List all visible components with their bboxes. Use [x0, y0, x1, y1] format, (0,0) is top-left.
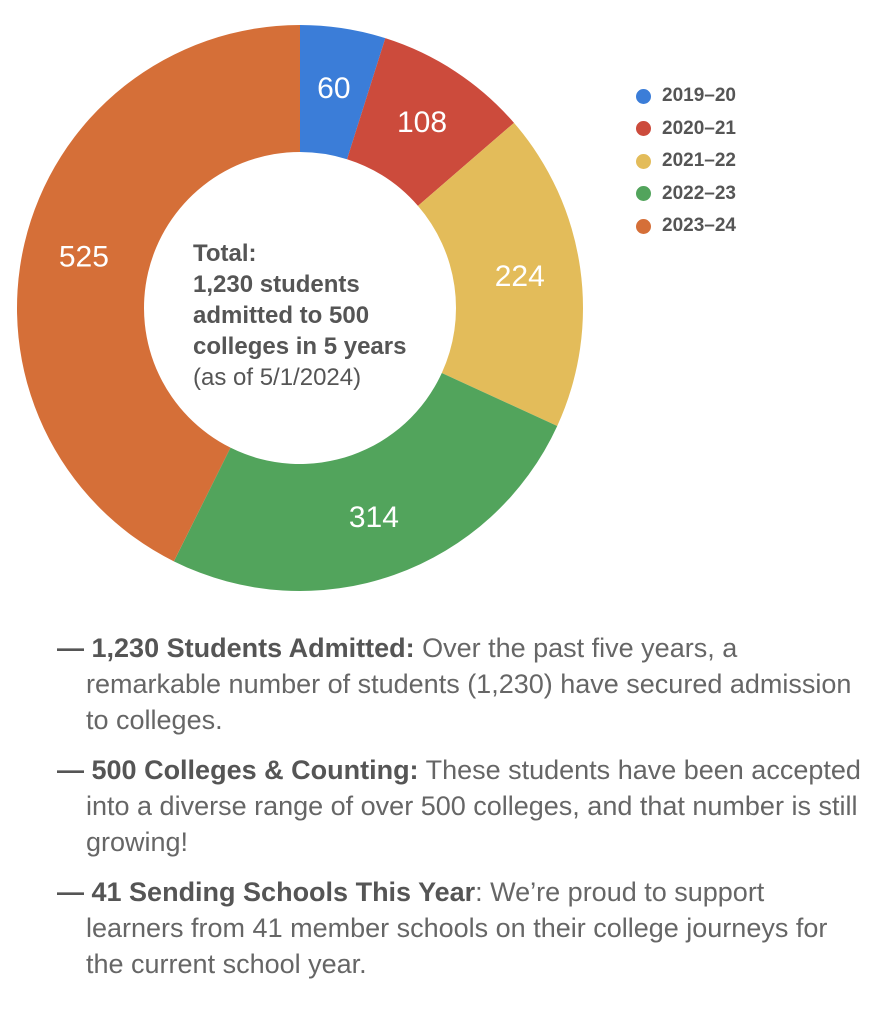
legend-item: [636, 178, 736, 211]
legend-item: [636, 80, 736, 113]
legend-label: 2023–24: [662, 215, 736, 237]
legend-label: 2021–22: [662, 150, 736, 172]
bullet-dash: —: [57, 633, 84, 663]
bullet-text: : We’re proud to support learners from 41 member schools on their college journeys for the current school year.: [86, 877, 828, 979]
donut-center-text: [193, 238, 463, 393]
slice-value-label: 224: [494, 260, 545, 294]
bullet-colleges-counting: [57, 752, 867, 860]
summary-bullets: [57, 630, 867, 996]
slice-value-label: 525: [58, 240, 109, 274]
center-line-2: admitted to 500: [193, 302, 370, 329]
center-heading: Total:: [193, 240, 257, 267]
bullet-students-admitted: [57, 630, 867, 738]
bullet-text: Over the past five years, a remarkable number of students (1,230) have secured admission to colleges.: [86, 633, 852, 735]
center-line-1: 1,230 students: [193, 271, 360, 298]
legend-item: [636, 113, 736, 146]
legend-label: 2022–23: [662, 182, 736, 204]
bullet-lead: 1,230 Students Admitted:: [91, 633, 415, 663]
slice-2022–23: [174, 373, 557, 591]
legend-dot: [636, 89, 651, 104]
chart-legend: [636, 80, 736, 243]
legend-dot: [636, 121, 651, 136]
slice-value-label: 314: [348, 500, 399, 534]
bullet-sending-schools: [57, 874, 867, 982]
bullet-dash: —: [57, 755, 84, 785]
legend-label: 2019–20: [662, 85, 736, 107]
center-note: (as of 5/1/2024): [193, 364, 362, 391]
legend-item: [636, 145, 736, 178]
legend-dot: [636, 154, 651, 169]
bullet-dash: —: [57, 877, 84, 907]
bullet-lead: 500 Colleges & Counting:: [91, 755, 419, 785]
legend-label: 2020–21: [662, 117, 736, 139]
bullet-lead: 41 Sending Schools This Year: [91, 877, 476, 907]
legend-item: [636, 210, 736, 243]
legend-dot: [636, 219, 651, 234]
legend-dot: [636, 186, 651, 201]
center-line-3: colleges in 5 years: [193, 333, 407, 360]
slice-value-label: 108: [396, 106, 448, 140]
slice-value-label: 60: [317, 72, 351, 106]
bullet-text: These students have been accepted into a diverse range of over 500 colleges, and that number is still growing!: [86, 755, 861, 857]
